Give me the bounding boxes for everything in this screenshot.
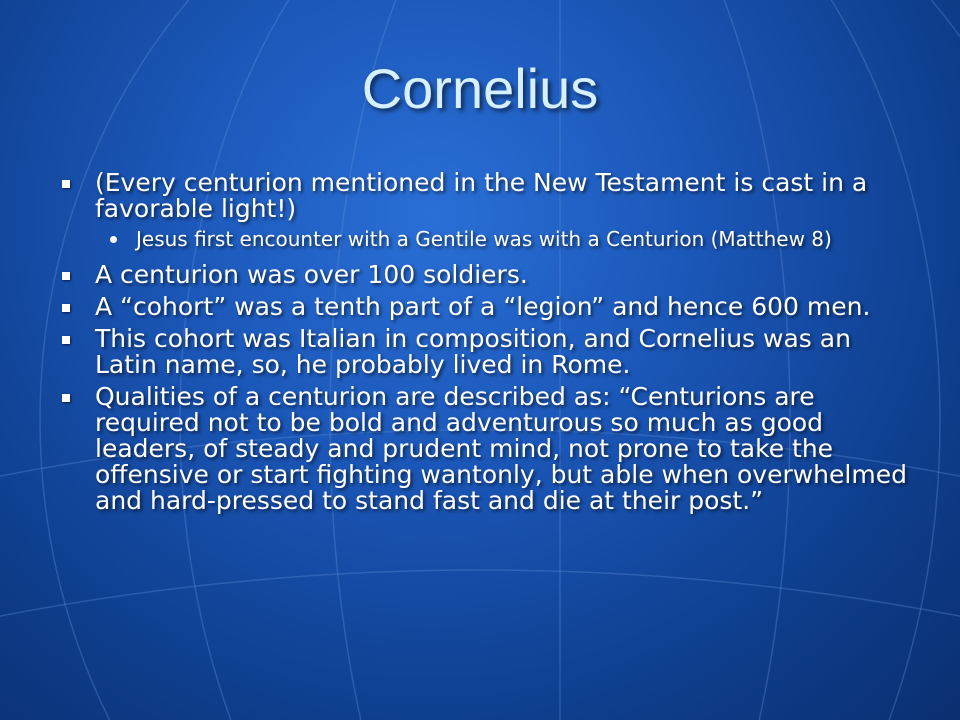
bullet-text: A “cohort” was a tenth part of a “legion” and hence 600 men. (95, 292, 871, 321)
bullet-text: (Every centurion mentioned in the New Testament is cast in a favorable light!) (95, 168, 868, 223)
bullet-item (60, 170, 910, 222)
square-bullet-icon (62, 304, 70, 312)
sub-bullet-item (102, 228, 910, 250)
dot-bullet-icon (110, 236, 117, 243)
bullet-list (60, 170, 910, 520)
bullet-item (60, 326, 910, 378)
bullet-text: A centurion was over 100 soldiers. (95, 260, 528, 289)
square-bullet-icon (62, 394, 70, 402)
sub-bullet-text: Jesus first encounter with a Gentile was with a Centurion (Matthew 8) (136, 227, 832, 251)
bullet-item (60, 262, 910, 288)
square-bullet-icon (62, 272, 70, 280)
slide-title: Cornelius (361, 57, 599, 120)
bullet-text: Qualities of a centurion are described as: “Centurions are required not to be bold and adventurous so much as good leaders, of steady and prudent mind, not prone to take the offensive or start fighting wantonly, but able when overwhelmed and hard-pressed to stand fast and die at their post.” (95, 382, 907, 515)
square-bullet-icon (62, 336, 70, 344)
bullet-item (60, 294, 910, 320)
square-bullet-icon (62, 180, 70, 188)
bullet-item (60, 384, 910, 514)
bullet-text: This cohort was Italian in composition, and Cornelius was an Latin name, so, he probably lived in Rome. (95, 324, 851, 379)
